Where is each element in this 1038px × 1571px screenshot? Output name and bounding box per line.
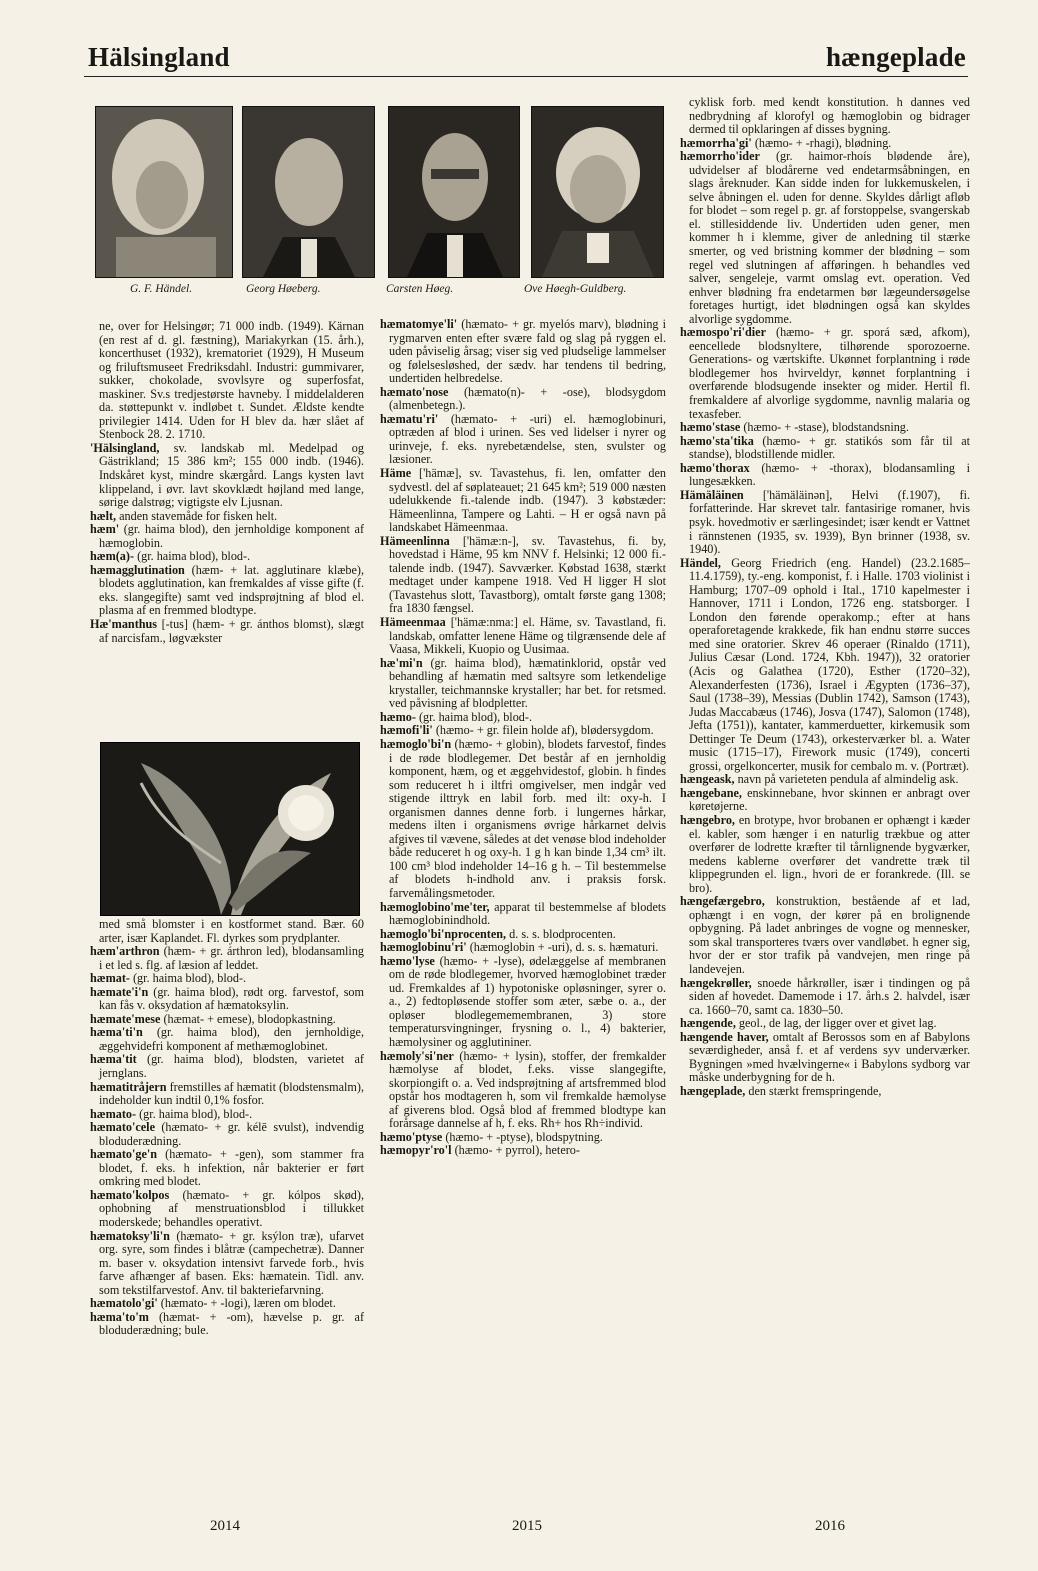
entry-headword: hæmoglobinu'ri' bbox=[380, 940, 467, 955]
entry-text: (hæm- + gr. árthron led), blodansamling i et led s. flg. af læsion af leddet. bbox=[99, 944, 364, 972]
dictionary-entry bbox=[90, 1148, 364, 1189]
entry-headword: hæma'ti'n bbox=[90, 1025, 143, 1040]
entry-text: fremstilles af hæmatit (blodstensmalm), indeholder kun indtil 0,1% fosfor. bbox=[99, 1079, 364, 1108]
dictionary-entry bbox=[90, 510, 364, 524]
dictionary-entry bbox=[680, 150, 970, 326]
entry-headword: hæmate'mese bbox=[90, 1011, 161, 1026]
dictionary-entry bbox=[680, 435, 970, 462]
dictionary-entry bbox=[90, 550, 364, 564]
entry-headword: hæmospo'ri'dier bbox=[680, 325, 766, 340]
entry-headword: Hämeenlinna bbox=[380, 533, 450, 548]
dictionary-entry bbox=[680, 96, 970, 137]
entry-headword: hæmate'i'n bbox=[90, 984, 149, 999]
entry-text: en brotype, hvor brobanen er ophængt i kæder el. kabler, som hænger i en naturlig trækbue og atter overfører de lodrette kræfter til tårnlignende bygværker, medens kablerne overfører det vandrette træk til klippegrunden el. lign., hvori de er forankrede. (Ill. se bro). bbox=[689, 812, 970, 895]
dictionary-entry bbox=[380, 738, 666, 901]
dictionary-entry bbox=[680, 1031, 970, 1085]
column-3 bbox=[680, 96, 970, 1518]
entry-text: anden stavemåde for fisken helt. bbox=[119, 508, 278, 523]
entry-headword: hæmorrho'ider bbox=[680, 149, 760, 164]
entry-text: (gr. haimor-rhoís blødende åre), udvidelser af blodårerne ved endetarmsåbningen, en slags åreknuder. Kan sidde inden for lukkemuskelen, i selve åbningen el. uden for denne. Skyldes dårligt afløb for blodet – som regel p. gr. af forstoppelse, svangerskab el. stillesiddende liv. Undertiden uden gener, men kommer h i klemme, giver de anledning til stærke smerter, og ved bristning kommer der blødning – som regel ved slutningen af afføringen. h behandles ved salver, sengeleje, varmt omslag evt. operation. Ved enhver blødning fra endetarmen bør lægeundersøgelse foretages hurtigt, idet blødningen også kan skyldes alvorlige sygdomme. bbox=[689, 149, 970, 326]
page-number-left: 2014 bbox=[210, 1518, 240, 1534]
entry-text: ['hämæ:nma:] el. Häme, sv. Tavastland, fi. landskab, omfatter lenene Häme og tilgrænsende dele af Vaasa, Mikkeli, Kuopio og Uusimaa. bbox=[389, 615, 666, 657]
entry-headword: hæm(a)- bbox=[90, 549, 135, 564]
dictionary-entry bbox=[90, 986, 364, 1013]
entry-headword: hæmatu'ri' bbox=[380, 411, 439, 426]
entry-headword: hæmorrha'gi' bbox=[680, 135, 752, 150]
entry-headword: hæmo'thorax bbox=[680, 460, 750, 475]
dictionary-entry bbox=[90, 1121, 364, 1148]
dictionary-entry bbox=[680, 462, 970, 489]
entry-headword: hængende, bbox=[680, 1016, 736, 1031]
entry-text: cyklisk forb. med kendt konstitution. h dannes ved nedbrydning af klorofyl og hæmoglobin og bidrager dermed til opklaringen af disses bygning. bbox=[689, 96, 970, 137]
entry-text: (hæmato- + gr. myelós marv), blødning i rygmarven enten efter svære fald og slag på ryggen el. uden påviselig årsag; viser sig ved pludselige lammelser og følelsesløshed, der sædv. har tendens til bedring, undertiden helbredelse. bbox=[389, 318, 666, 386]
entry-headword: Händel, bbox=[680, 555, 721, 570]
entry-headword: 'Hälsingland, bbox=[90, 440, 160, 455]
entry-headword: hæmo'ptyse bbox=[380, 1129, 443, 1144]
entry-headword: hængekrøller, bbox=[680, 975, 752, 990]
entry-headword: hængebro, bbox=[680, 812, 735, 827]
entry-text: ['hämæ:n-], sv. Tavastehus, fi. by, hovedstad i Häme, 95 km NNV f. Helsinki; 12 000 fi.-talende indb. (1947). Savværker. Købstad 1638, stærkt medtaget under kampene 1918. Ved H ligger H slot (Tavastehus slott, Tavastborg), omtalt første gang 1308; fra 1830 fængsel. bbox=[389, 533, 666, 616]
dictionary-entry bbox=[680, 421, 970, 435]
entry-text: (hæmato- + -gen), som stammer fra blodet, f. eks. h infektion, når bakterier er ført omkring med blodet. bbox=[99, 1147, 364, 1189]
entry-text: (gr. haima blod), blodsten, varietet af jernglans. bbox=[99, 1052, 364, 1081]
entry-headword: hæmoglobino'me'ter, bbox=[380, 899, 490, 914]
dictionary-entry bbox=[90, 442, 364, 510]
entry-headword: hæmo- bbox=[380, 709, 416, 724]
entry-headword: Hämeenmaa bbox=[380, 615, 446, 630]
entry-headword: hæmato'cele bbox=[90, 1120, 155, 1135]
entry-headword: hængebane, bbox=[680, 785, 742, 800]
dictionary-entry bbox=[680, 137, 970, 151]
entry-text: med små blomster i en kostformet stand. Bær. 60 arter, især Kaplandet. Fl. dyrkes som prydplanter. bbox=[99, 918, 364, 945]
dictionary-entry bbox=[680, 1017, 970, 1031]
running-head-right: hængeplade bbox=[825, 42, 966, 72]
entry-headword: hæmatitråjern bbox=[90, 1079, 167, 1094]
dictionary-entry bbox=[90, 972, 364, 986]
dictionary-entry bbox=[90, 1108, 364, 1122]
column-1-bottom bbox=[90, 918, 364, 1518]
entry-headword: hæma'tit bbox=[90, 1052, 137, 1067]
entry-text: (hæmo- + -thorax), blodansamling i lungesækken. bbox=[689, 460, 970, 489]
entry-text: (hæm- + lat. agglutinare klæbe), blodets agglutination, kan fremkaldes af visse gifte (f. eks. slangegifte) samt ved indsprøjtning af blod el. plasma af en fremmed blodtype. bbox=[99, 562, 364, 618]
dictionary-entry bbox=[380, 413, 666, 467]
entry-text: ne, over for Helsingør; 71 000 indb. (1949). Kärnan (en rest af d. gl. fæstning), Mariakyrkan (15. årh.), koncerthuset (1932), krematoriet (1929), H Museum og friluftsmuseet Fredriksdahl. Industri: gummivarer, sukker, chokolade, svovlsyre og superfosfat, maskiner. Sv.s tredjestørste havneby. I middelalderen da. støttepunkt v. indløbet t. Sundet. Ældste kendte privilegier 1414. Uden for H blev da. hær slået af Stenbock 28. 2. 1710. bbox=[99, 320, 364, 442]
portrait-handel bbox=[95, 106, 233, 278]
entry-headword: hæmofi'li' bbox=[380, 723, 433, 738]
entry-headword: hæmopyr'ro'l bbox=[380, 1143, 452, 1158]
dictionary-entry bbox=[90, 1311, 364, 1338]
dictionary-entry bbox=[680, 814, 970, 895]
entry-text: (hæmo- + gr. sporá sæd, afkom), eencellede blodsnyltere, tilhørende sporozoerne. Generations- og værtskifte. Ukønnet forplantning i røde blodlegemer hos hvirveldyr, kønnet forplantning i overførende blodsugende insekter og mider. Hertil fl. fremkaldere af alvorlige sygdomme, navnlig malaria og texasfeber. bbox=[689, 325, 970, 421]
dictionary-entry bbox=[380, 467, 666, 535]
entry-headword: Hæ'manthus bbox=[90, 617, 158, 632]
entry-text: (hæmat- + emese), blodopkastning. bbox=[163, 1011, 336, 1026]
entry-text: (hæmat- + -om), hævelse p. gr. af bloduderædning; bule. bbox=[99, 1309, 364, 1338]
dictionary-entry bbox=[90, 1053, 364, 1080]
entry-text: (hæmo- + lysin), stoffer, der fremkalder hæmolyse af blodet, f.eks. visse slangegifte, skorpiongift o. a. Ved indsprøjtning af artsfremmed blod opstår hos modtageren h, som vil fremkalde hæmolyse af giverens blod. Også blod af fremmed blodtype kan forårsage dannelse af h, f. eks. Rh+ hos Rh÷individ. bbox=[389, 1048, 666, 1131]
entry-text: [-tus] (hæm- + gr. ánthos blomst), slægt af narcisfam., løgvækster bbox=[99, 617, 364, 645]
dictionary-entry bbox=[380, 1050, 666, 1131]
entry-headword: Häme bbox=[380, 466, 412, 481]
entry-text: konstruktion, bestående af et lad, ophængt i en vogn, der kører på en brolignende opbygning. På ladet anbringes de vogne og mennesker, som skal transporteres tværs over vandløbet. h egner sig, hvor der er stor trafik på vandvejen, men ringe på landevejen. bbox=[689, 894, 970, 976]
entry-text: (hæmoglobin + -uri), d. s. s. hæmaturi. bbox=[469, 940, 659, 955]
entry-text: (hæmo- + pyrrol), hetero- bbox=[454, 1143, 580, 1158]
dictionary-entry bbox=[380, 711, 666, 725]
entry-headword: hæmato- bbox=[90, 1106, 137, 1121]
dictionary-entry bbox=[380, 1131, 666, 1145]
entry-text: (hæmo- + -rhagi), blødning. bbox=[754, 135, 892, 150]
portrait-hoeberg bbox=[242, 106, 375, 278]
entry-headword: Hämäläinen bbox=[680, 487, 744, 502]
entry-text: (gr. haima blod), rødt org. farvestof, som kan fås v. oksydation af hæmatoksylin. bbox=[99, 984, 364, 1013]
dictionary-entry bbox=[90, 523, 364, 550]
entry-headword: hæm'arthron bbox=[90, 944, 160, 959]
entry-text: Georg Friedrich (eng. Handel) (23.2.1685–11.4.1759), ty.-eng. komponist, f. i Halle. 1703 violinist i Hamburg; 1707–09 ophold i Ital., 1710 kapelmester i Hannover, 1711 i London, 1726 eng. statsborger. I London den førende operakomp.; efter at hans operaforetagende krakkede, fik han endnu større succes med sine oratorier. Skrev 46 operaer (Rinaldo (1711), Julius Cæsar (Lond. 1724, Kbh. 1947)), 32 oratorier (Acis og Galathea (1720), Esther (1720–32), Alexanderfesten (1736), Israel i Ægypten (1736–37), Saul (1738–39), Messias (Dublin 1742), Samson (1743), Judas Maccabæus (1746), Josva (1747), Salomon (1748), Jefta (1751)), kantater, kammerduetter, kirkemusik som Dettinger Te Deum (1743), orkesterværker bl. a. Water music (1715–17), Firework music (1749), concerti grossi, orgelkoncerter, musik for cembalo m. v. (Portræt). bbox=[689, 555, 970, 773]
entry-headword: hæmato'ge'n bbox=[90, 1147, 158, 1162]
dictionary-entry bbox=[380, 955, 666, 1050]
entry-text: (gr. haima blod), blod-. bbox=[139, 1106, 253, 1121]
dictionary-entry bbox=[380, 724, 666, 738]
dictionary-entry bbox=[680, 977, 970, 1018]
dictionary-entry bbox=[380, 901, 666, 928]
entry-headword: hæmoly'si'ner bbox=[380, 1048, 454, 1063]
caption-carsten-hoeg: Carsten Høeg. bbox=[386, 283, 454, 295]
entry-text: (hæmato- + gr. kólpos skød), ophobning af menstruationsblod i tillukket moderskede; behandles operativt. bbox=[99, 1187, 364, 1230]
entry-text: den stærkt fremspringende, bbox=[748, 1083, 882, 1098]
entry-text: apparat til bestemmelse af blodets hæmoglobinindhold. bbox=[389, 899, 666, 928]
entry-text: (gr. haima blod), blod-. bbox=[418, 709, 532, 724]
dictionary-entry bbox=[380, 941, 666, 955]
dictionary-entry bbox=[90, 1026, 364, 1053]
portrait-carsten-hoeg bbox=[388, 106, 520, 278]
entry-headword: hæmo'sta'tika bbox=[680, 433, 754, 448]
entry-text: (hæmato(n)- + -ose), blodsygdom (almenbetegn.). bbox=[389, 384, 666, 413]
dictionary-entry bbox=[380, 616, 666, 657]
dictionary-entry bbox=[380, 386, 666, 413]
page-number-right: 2016 bbox=[815, 1518, 845, 1534]
dictionary-entry bbox=[90, 1189, 364, 1230]
entry-headword: hæmato'nose bbox=[380, 384, 449, 399]
entry-text: ['hämäläinən], Helvi (f.1907), fi. forfatterinde. Har skrevet talr. fantasirige romaner, hvis psyk. hovedmotiv er særlingesindet; især kendt er Vattnet i rännstenen (1935, sv. 1939), Byn brinner (1938, sv. 1940). bbox=[689, 487, 970, 557]
entry-headword: hængende haver, bbox=[680, 1029, 769, 1044]
entry-headword: hængeplade, bbox=[680, 1083, 746, 1098]
dictionary-entry bbox=[680, 895, 970, 976]
entry-headword: hæ'mi'n bbox=[380, 655, 423, 670]
entry-headword: hæmoglo'bi'nprocenten, bbox=[380, 926, 507, 941]
entry-headword: hælt, bbox=[90, 508, 117, 523]
dictionary-entry bbox=[680, 326, 970, 421]
entry-text: d. s. s. blodprocenten. bbox=[509, 926, 616, 941]
column-2 bbox=[380, 318, 666, 1518]
entry-text: (hæmo- + -stase), blodstandsning. bbox=[743, 420, 909, 435]
dictionary-entry bbox=[680, 1085, 970, 1099]
entry-headword: hæmo'stase bbox=[680, 420, 741, 435]
entry-text: geol., de lag, der ligger over et givet lag. bbox=[738, 1016, 937, 1031]
portrait-hoegh-guldberg bbox=[531, 106, 664, 278]
dictionary-entry bbox=[380, 535, 666, 616]
entry-text: (hæmato- + -uri) el. hæmoglobinuri, optræden af blod i urinen. Ses ved lidelser i nyrer og urinveje, f. eks. nyrebetændelse, sten, svulster og læsioner. bbox=[389, 411, 666, 467]
entry-headword: hæmatolo'gi' bbox=[90, 1296, 158, 1311]
dictionary-entry bbox=[380, 1144, 666, 1158]
dictionary-entry bbox=[380, 657, 666, 711]
header-rule bbox=[84, 76, 968, 77]
entry-headword: hæma'to'm bbox=[90, 1309, 149, 1324]
entry-text: (hæmato- + -logi), læren om blodet. bbox=[160, 1296, 336, 1311]
entry-text: (hæmato- + gr. kélē svulst), indvendig bloduderædning. bbox=[99, 1120, 364, 1148]
entry-text: (gr. haima blod), den jernholdige, æggehvidefri komponent af methæmoglobinet. bbox=[99, 1025, 364, 1053]
entry-text: sv. landskab ml. Medelpad og Gästrikland; 15 386 km²; 155 000 indb. (1946). Indskåret kyst, mindre skærgård. Langs kysten lavt klippeland, i øvr. lavt skovklædt højland med lange, sørige dalstrøg; vigtigste elv Ljusnan. bbox=[99, 440, 364, 510]
entry-headword: hæmat- bbox=[90, 971, 130, 986]
entry-headword: hæmato'kolpos bbox=[90, 1187, 170, 1202]
entry-text: (gr. haima blod), blod-. bbox=[137, 549, 251, 564]
entry-headword: hæmatomye'li' bbox=[380, 318, 458, 331]
entry-text: navn på varieteten pendula af almindelig ask. bbox=[737, 772, 959, 787]
entry-text: (hæmo- + gr. statikós som får til at standse), blodstillende midler. bbox=[689, 433, 970, 462]
entry-text: (hæmo- + -ptyse), blodspytning. bbox=[445, 1129, 603, 1144]
entry-text: (hæmo- + -lyse), ødelæggelse af membranen om de røde blodlegemer, hvorved hæmoglobinet træder ud. Fremkaldes af 1) hypotoniske opløsninger, syrer o. a., 2) fedtopløsende stoffer som æter, sæbe o. a., der opløser blodlegememembranen, 3) store temperatursvingninger, frysning o. l., 4) bakterier, hæmolysiner og agglutininer. bbox=[389, 953, 666, 1049]
entry-text: (gr. haima blod), den jernholdige komponent af hæmoglobin. bbox=[99, 522, 364, 550]
entry-headword: hæmatoksy'li'n bbox=[90, 1228, 170, 1243]
page-number-center: 2015 bbox=[512, 1518, 542, 1534]
entry-text: omtalt af Berossos som en af Babylons seværdigheder, anså f. et af verdens syv underværker. Bygningen »med hvælvingerne« i Babylons sydborg var måske underbygning for de h. bbox=[689, 1029, 970, 1085]
entry-headword: hæm' bbox=[90, 522, 120, 537]
caption-hoegh-guldberg: Ove Høegh-Guldberg. bbox=[524, 283, 627, 295]
entry-text: (gr. haima blod), blod-. bbox=[133, 971, 247, 986]
entry-text: snoede hårkrøller, især i tindingen og på siden af hovedet. Damemode i 17. årh.s 2. halvdel, især ca. 1660–70, samt ca. 1830–50. bbox=[689, 975, 970, 1017]
dictionary-entry bbox=[680, 489, 970, 557]
entry-headword: hæmo'lyse bbox=[380, 953, 435, 968]
dictionary-entry bbox=[90, 1081, 364, 1108]
entry-text: ['hämæ], sv. Tavastehus, fi. len, omfatter den sydvestl. del af søplateauet; 21 645 km²; 519 000 næsten udelukkende fi.-talende indb. (1947). 3 købstæder: Hämeenlinna, Tampere og Lahti. – H er også navn på landskabet Hämeenmaa. bbox=[389, 466, 666, 535]
dictionary-entry bbox=[90, 618, 364, 645]
entry-text: enskinnebane, hvor skinnen er anbragt over køretøjerne. bbox=[689, 785, 970, 814]
entry-text: (hæmo- + gr. filein holde af), blødersygdom. bbox=[435, 723, 654, 738]
dictionary-entry bbox=[680, 773, 970, 787]
column-1-top bbox=[90, 320, 364, 740]
entry-text: (hæmo- + globin), blodets farvestof, findes i de røde blodlegemer. Det består af en jernholdig komponent, hæm, og et æggehvidestof, globin. h findes som reduceret h i iltfri omgivelser, men indgår ved stigende ilttryk en labil forb. med ilt: oxy-h. I organismen dannes denne forb. i lungernes hårkar, medens ilten i organismens øvrige hårkarnet delvis afgives til vævene, således at det venøse blod indeholder både reduceret h og oxy-h. 1 g h kan binde 1,34 cm³ ilt. 100 cm³ blod indeholder 14–16 g h. – Til bestemmelse af blodets h-indhold anv. i praksis forsk. farvemålingsmetoder. bbox=[389, 736, 666, 900]
dictionary-entry bbox=[90, 1297, 364, 1311]
haemanthus-photo bbox=[100, 742, 360, 916]
entry-headword: hængeask, bbox=[680, 772, 735, 787]
entry-headword: hæmoglo'bi'n bbox=[380, 736, 452, 751]
dictionary-entry bbox=[680, 557, 970, 774]
dictionary-entry bbox=[380, 318, 666, 386]
dictionary-entry bbox=[380, 928, 666, 942]
dictionary-entry bbox=[90, 945, 364, 972]
dictionary-entry bbox=[90, 1013, 364, 1027]
entry-headword: hæmagglutination bbox=[90, 562, 185, 577]
dictionary-entry bbox=[90, 1230, 364, 1298]
caption-handel: G. F. Händel. bbox=[130, 283, 193, 295]
dictionary-entry bbox=[90, 564, 364, 618]
entry-headword: hængefærgebro, bbox=[680, 894, 765, 909]
caption-hoeberg: Georg Høeberg. bbox=[246, 283, 321, 295]
dictionary-entry bbox=[680, 787, 970, 814]
dictionary-entry bbox=[90, 320, 364, 442]
entry-text: (hæmato- + gr. ksýlon træ), ufarvet org. syre, som findes i blåtræ (campechetræ). Danner m. baser v. oksydation intensivt farvede forb., hvis farve afhænger af basen. Eks: hæmatein. Tidl. anv. som tekstilfarvestof. Anv. til bakteriefarvning. bbox=[99, 1228, 364, 1297]
running-head-left: Hälsingland bbox=[88, 42, 230, 72]
dictionary-entry bbox=[90, 918, 364, 945]
entry-text: (gr. haima blod), hæmatinklorid, opstår ved behandling af hæmatin med saltsyre som letkendelige krystaller, teichmannske krystaller; har bet. for retsmed. ved påvisning af blodpletter. bbox=[389, 655, 666, 711]
